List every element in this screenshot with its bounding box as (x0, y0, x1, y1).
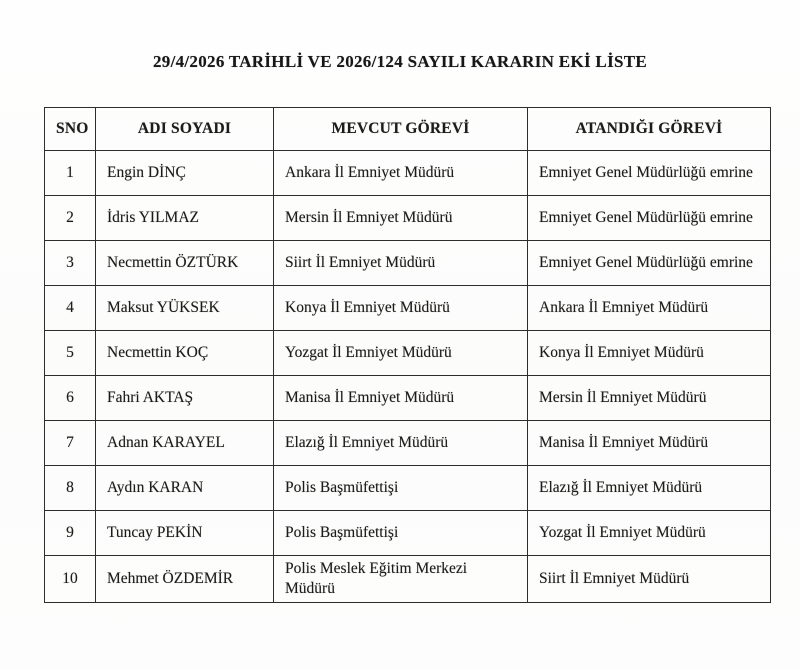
table-row (45, 286, 771, 331)
header-sno: SNO (45, 108, 96, 151)
cell-assigned-duty: Yozgat İl Emniyet Müdürü (528, 511, 771, 556)
cell-current-duty: Mersin İl Emniyet Müdürü (274, 196, 528, 241)
cell-current-duty: Polis Meslek Eğitim Merkezi Müdürü (274, 556, 528, 603)
cell-assigned-duty: Siirt İl Emniyet Müdürü (528, 556, 771, 603)
cell-sno: 1 (45, 151, 96, 196)
table-body (45, 151, 771, 603)
table-row (45, 511, 771, 556)
cell-sno: 2 (45, 196, 96, 241)
table-row (45, 556, 771, 603)
appointment-table (44, 107, 771, 603)
cell-current-duty: Ankara İl Emniyet Müdürü (274, 151, 528, 196)
header-name: ADI SOYADI (96, 108, 274, 151)
cell-assigned-duty: Emniyet Genel Müdürlüğü emrine (528, 241, 771, 286)
table-header (45, 108, 771, 151)
cell-current-duty: Elazığ İl Emniyet Müdürü (274, 421, 528, 466)
table-row (45, 241, 771, 286)
document-title: 29/4/2026 TARİHLİ VE 2026/124 SAYILI KARARIN EKİ LİSTE (152, 52, 648, 71)
cell-sno: 9 (45, 511, 96, 556)
header-current-duty: MEVCUT GÖREVİ (274, 108, 528, 151)
cell-current-duty: Polis Başmüfettişi (274, 466, 528, 511)
cell-name: Aydın KARAN (96, 466, 274, 511)
cell-name: Maksut YÜKSEK (96, 286, 274, 331)
cell-name: İdris YILMAZ (96, 196, 274, 241)
table-row (45, 466, 771, 511)
table-row (45, 151, 771, 196)
cell-assigned-duty: Emniyet Genel Müdürlüğü emrine (528, 151, 771, 196)
cell-name: Adnan KARAYEL (96, 421, 274, 466)
cell-name: Necmettin KOÇ (96, 331, 274, 376)
cell-current-duty: Polis Başmüfettişi (274, 511, 528, 556)
cell-assigned-duty: Mersin İl Emniyet Müdürü (528, 376, 771, 421)
cell-sno: 7 (45, 421, 96, 466)
cell-name: Necmettin ÖZTÜRK (96, 241, 274, 286)
cell-current-duty: Siirt İl Emniyet Müdürü (274, 241, 528, 286)
cell-sno: 6 (45, 376, 96, 421)
cell-current-duty: Konya İl Emniyet Müdürü (274, 286, 528, 331)
cell-name: Mehmet ÖZDEMİR (96, 556, 274, 603)
table-row (45, 331, 771, 376)
cell-name: Engin DİNÇ (96, 151, 274, 196)
cell-assigned-duty: Emniyet Genel Müdürlüğü emrine (528, 196, 771, 241)
cell-assigned-duty: Ankara İl Emniyet Müdürü (528, 286, 771, 331)
cell-sno: 4 (45, 286, 96, 331)
cell-name: Tuncay PEKİN (96, 511, 274, 556)
cell-name: Fahri AKTAŞ (96, 376, 274, 421)
cell-current-duty: Manisa İl Emniyet Müdürü (274, 376, 528, 421)
table-row (45, 376, 771, 421)
table-row (45, 421, 771, 466)
cell-sno: 10 (45, 556, 96, 603)
cell-assigned-duty: Manisa İl Emniyet Müdürü (528, 421, 771, 466)
cell-sno: 5 (45, 331, 96, 376)
cell-assigned-duty: Elazığ İl Emniyet Müdürü (528, 466, 771, 511)
cell-current-duty: Yozgat İl Emniyet Müdürü (274, 331, 528, 376)
cell-sno: 8 (45, 466, 96, 511)
header-assigned-duty: ATANDIĞI GÖREVİ (528, 108, 771, 151)
cell-assigned-duty: Konya İl Emniyet Müdürü (528, 331, 771, 376)
table-row (45, 196, 771, 241)
table-header-row (45, 108, 771, 151)
cell-sno: 3 (45, 241, 96, 286)
